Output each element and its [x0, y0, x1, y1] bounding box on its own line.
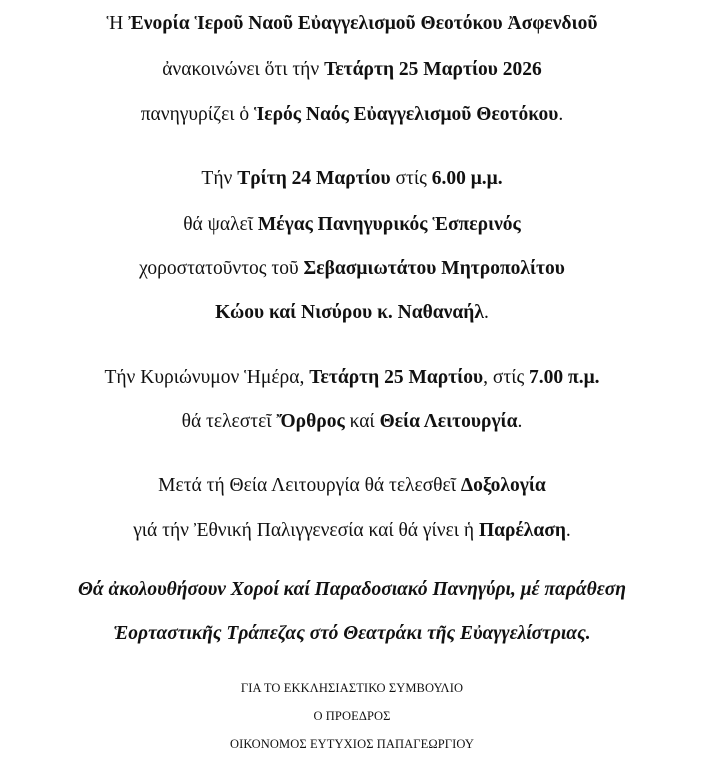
- text-run: Μετά τή Θεία Λειτουργία θά τελεσθεῖ: [158, 475, 461, 496]
- text-run: γιά τήν Ἐθνική Παλιγγενεσία καί θά γίνει ἡ: [133, 520, 479, 541]
- vespers-line-3: [0, 256, 704, 282]
- text-run: στίς: [390, 168, 432, 189]
- vespers-line-1: [0, 166, 704, 192]
- text-run: .: [558, 104, 564, 125]
- signature-role: Ο ΠΡΟΕΔΡΟΣ: [313, 709, 391, 723]
- vespers-line-2: [0, 212, 704, 238]
- feast-day-line-1: [0, 365, 704, 391]
- doxology-line-2: [0, 518, 704, 544]
- text-run: πανηγυρίζει ὁ: [140, 104, 255, 125]
- feast-day-time: 7.00 π.μ.: [529, 367, 600, 388]
- vespers-time: 6.00 μ.μ.: [431, 168, 503, 189]
- text-run: .: [565, 520, 571, 541]
- vespers-line-4: [0, 300, 704, 326]
- festivities-line-1: Θά ἀκολουθήσουν Χοροί καί Παραδοσιακό Πανηγύρι, μέ παράθεση: [77, 579, 627, 600]
- feast-day-date: Τετάρτη 25 Μαρτίου: [309, 367, 484, 388]
- text-run: θά ψαλεῖ: [183, 214, 258, 235]
- vespers-date: Τρίτη 24 Μαρτίου: [237, 168, 391, 189]
- doxology: Δοξολογία: [460, 475, 546, 496]
- signature-council: ΓΙΑ ΤΟ ΕΚΚΛΗΣΙΑΣΤΙΚΟ ΣΥΜΒΟΥΛΙΟ: [240, 681, 464, 695]
- announcement-line-1: [0, 11, 704, 37]
- text-run: , στίς: [483, 367, 530, 388]
- parish-name: Ἐνορία Ἱεροῦ Ναοῦ Εὐαγγελισμοῦ Θεοτόκου Ἀσφενδιοῦ: [128, 13, 598, 34]
- feast-date: Τετάρτη 25 Μαρτίου 2026: [324, 59, 542, 80]
- vespers-service: Μέγας Πανηγυρικός Ἑσπερινός: [257, 214, 521, 235]
- festivities-line-2: Ἑορταστικῆς Τράπεζας στό Θεατράκι τῆς Εὐαγγελίστριας.: [113, 623, 591, 644]
- parade: Παρέλαση: [478, 520, 566, 541]
- church-name: Ἱερός Ναός Εὐαγγελισμοῦ Θεοτόκου: [254, 104, 559, 125]
- text-run: χοροστατοῦντος τοῦ: [139, 258, 304, 279]
- text-run: ἀνακοινώνει ὅτι τήν: [162, 59, 325, 80]
- announcement-line-2: [0, 57, 704, 83]
- text-run: Τήν Κυριώνυμον Ἡμέρα,: [104, 367, 310, 388]
- metropolitan-name: Κώου καί Νισύρου κ. Ναθαναήλ: [215, 302, 484, 323]
- text-run: καί: [344, 411, 380, 432]
- text-run: .: [483, 302, 489, 323]
- announcement-line-3: [0, 102, 704, 128]
- text-run: θά τελεστεῖ: [181, 411, 277, 432]
- metropolitan-title: Σεβασμιωτάτου Μητροπολίτου: [303, 258, 565, 279]
- signature-name: ΟΙΚΟΝΟΜΟΣ ΕΥΤΥΧΙΟΣ ΠΑΠΑΓΕΩΡΓΙΟΥ: [229, 737, 475, 751]
- doxology-line-1: [0, 473, 704, 499]
- text-run: Ἡ: [106, 13, 129, 34]
- orthros: Ὄρθρος: [276, 411, 345, 432]
- text-run: Τήν: [201, 168, 238, 189]
- feast-day-line-2: [0, 409, 704, 435]
- text-run: .: [517, 411, 523, 432]
- divine-liturgy: Θεία Λειτουργία: [379, 411, 518, 432]
